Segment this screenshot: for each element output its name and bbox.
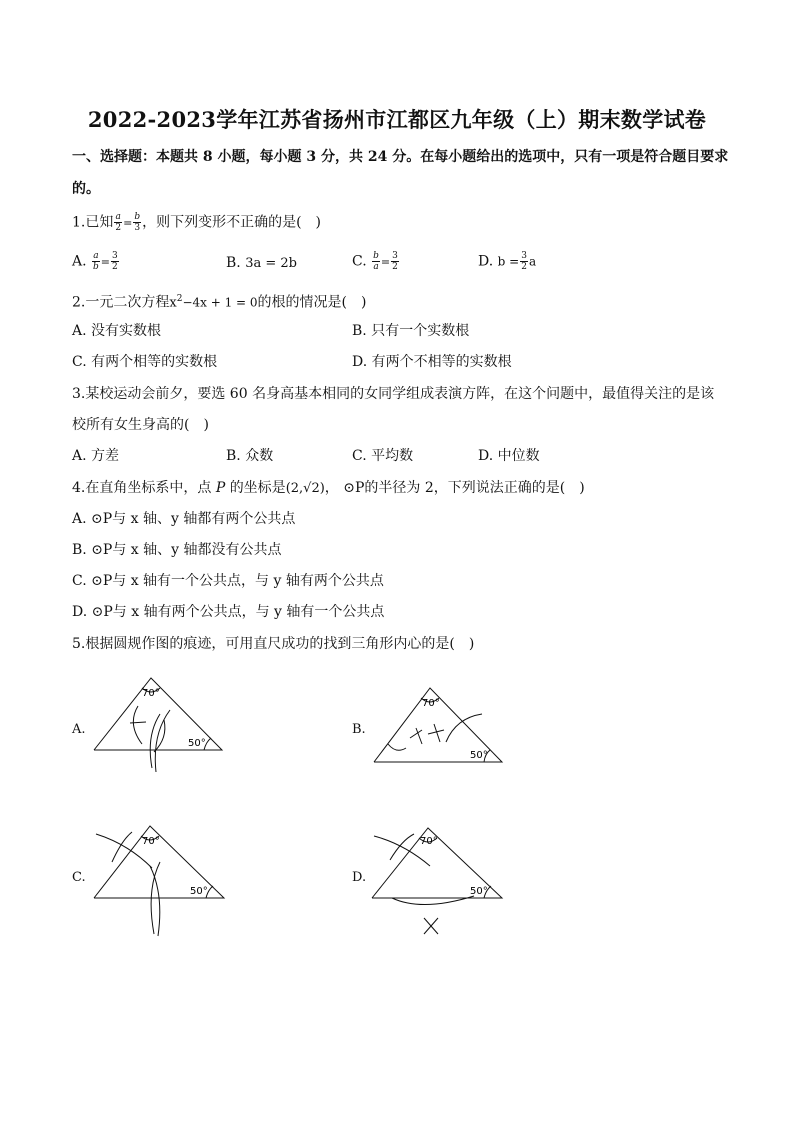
- q4-option-a[interactable]: A. ⊙P与 x 轴、y 轴都有两个公共点: [72, 511, 296, 527]
- angle-label: 70°: [142, 836, 160, 847]
- q2-option-c[interactable]: C. 有两个相等的实数根: [72, 354, 218, 370]
- figure-label: A.: [72, 722, 86, 737]
- question-5-stem: 5.根据圆规作图的痕迹，可用直尺成功的找到三角形内心的是( ): [72, 636, 475, 652]
- question-4-stem: 4.在直角坐标系中，点 P 的坐标是(2,√2)， ⊙P的半径为 2，下列说法正确的是( ): [72, 480, 585, 496]
- q4-option-c[interactable]: C. ⊙P与 x 轴有一个公共点，与 y 轴有两个公共点: [72, 573, 384, 589]
- q1-option-b[interactable]: B. 3a = 2b: [226, 255, 297, 271]
- figure-label: B.: [352, 722, 366, 737]
- q1-option-a[interactable]: A. $\frac{a}{b}$ = $\frac{3}{2}$: [72, 251, 118, 272]
- q5-option-c[interactable]: [72, 822, 232, 942]
- triangle-figure-a: [72, 668, 232, 780]
- q3-option-b[interactable]: B. 众数: [226, 448, 274, 464]
- question-1-stem: 1.已知 $\frac{a}{2}$ = $\frac{b}{3}$ ，则下列变形不正确的是( ): [72, 212, 322, 233]
- q5-option-a[interactable]: [72, 668, 232, 780]
- q5-option-d[interactable]: [352, 822, 512, 942]
- triangle-figure-c: [72, 822, 232, 942]
- figure-label: C.: [72, 870, 86, 885]
- q3-option-d[interactable]: D. 中位数: [478, 448, 540, 464]
- triangle-figure-d: [352, 822, 512, 942]
- q3-option-a[interactable]: A. 方差: [72, 448, 120, 464]
- q4-option-b[interactable]: B. ⊙P与 x 轴、y 轴都没有公共点: [72, 542, 282, 558]
- q2-option-b[interactable]: B. 只有一个实数根: [352, 323, 470, 339]
- section-instruction-cont: 的。: [72, 181, 100, 197]
- question-3-stem: 3.某校运动会前夕，要选 60 名身高基本相同的女同学组成表演方阵，在这个问题中，最值得关注的是该: [72, 386, 715, 402]
- q4-option-d[interactable]: D. ⊙P与 x 轴有两个公共点，与 y 轴有一个公共点: [72, 604, 385, 620]
- q5-option-b[interactable]: [352, 678, 512, 778]
- figure-label: D.: [352, 870, 367, 885]
- q1-option-d[interactable]: D. b = $\frac{3}{2}$ a: [478, 251, 537, 272]
- fraction: $\frac{b}{3}$: [134, 212, 141, 233]
- page-title: 2022-2023学年江苏省扬州市江都区九年级（上）期末数学试卷: [87, 107, 707, 132]
- angle-label: 70°: [142, 688, 160, 699]
- angle-label: 50°: [470, 886, 488, 897]
- question-2-stem: 2.一元二次方程$x^2-4x + 1 = 0$的根的情况是( ): [72, 294, 367, 311]
- angle-label: 50°: [190, 886, 208, 897]
- fraction: $\frac{a}{2}$: [115, 212, 122, 233]
- q3-option-c[interactable]: C. 平均数: [352, 448, 414, 464]
- q2-option-a[interactable]: A. 没有实数根: [72, 323, 162, 339]
- question-3-stem-cont: 校所有女生身高的( ): [72, 417, 209, 433]
- q2-option-d[interactable]: D. 有两个不相等的实数根: [352, 354, 512, 370]
- q1-option-c[interactable]: C. $\frac{b}{a}$ = $\frac{3}{2}$: [352, 251, 398, 272]
- section-instruction: 一、选择题：本题共 8 小题，每小题 3 分，共 24 分。在每小题给出的选项中，只有一项是符合题目要求: [72, 149, 729, 165]
- angle-label: 50°: [188, 738, 206, 749]
- angle-label: 70°: [420, 836, 438, 847]
- angle-label: 50°: [470, 750, 488, 761]
- triangle-figure-b: [352, 678, 512, 778]
- angle-label: 70°: [422, 698, 440, 709]
